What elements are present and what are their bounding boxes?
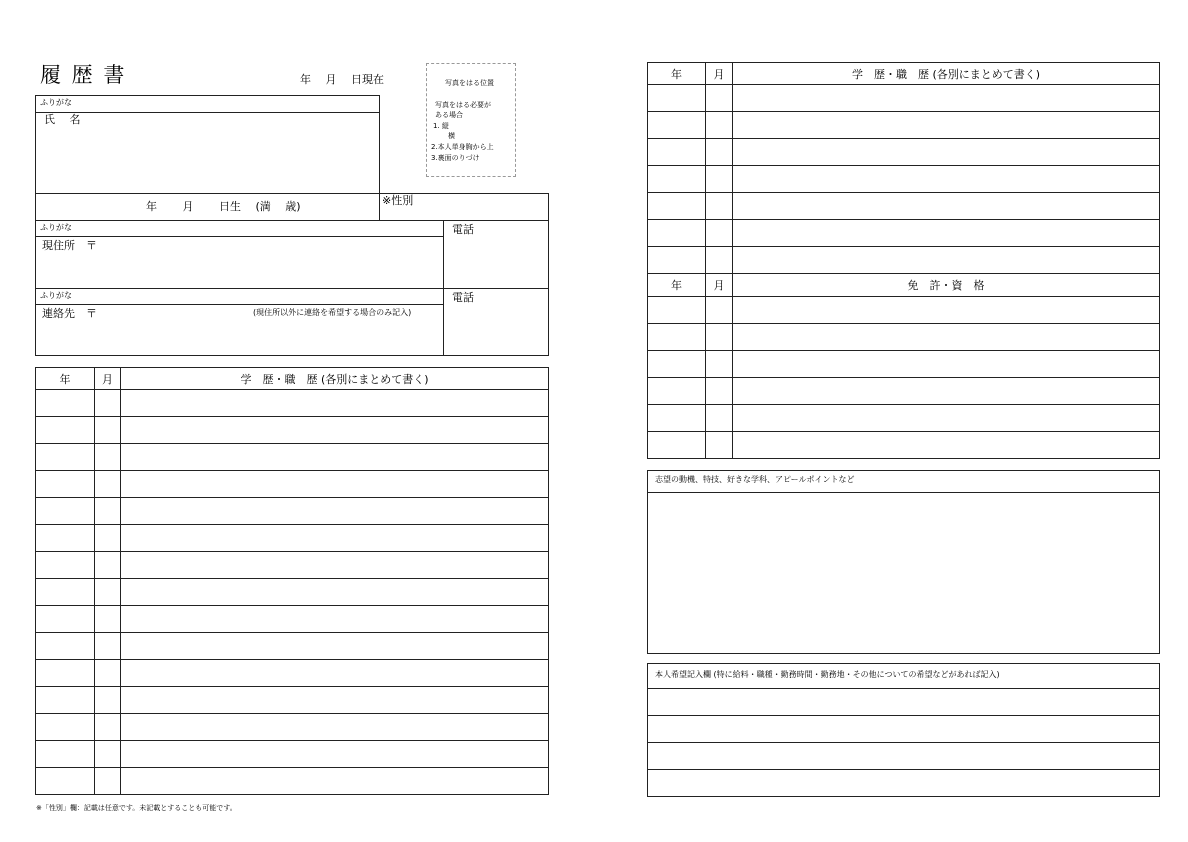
cell-year[interactable] bbox=[36, 444, 95, 471]
name-label: 氏 名 bbox=[44, 113, 81, 126]
table-row bbox=[36, 660, 549, 687]
table-row bbox=[648, 405, 1160, 432]
cell-month[interactable] bbox=[706, 112, 733, 139]
request-line bbox=[647, 715, 1160, 716]
cell-month[interactable] bbox=[706, 432, 733, 459]
col-month: 月 bbox=[706, 63, 733, 85]
cell-content[interactable] bbox=[121, 741, 549, 768]
cell-month[interactable] bbox=[95, 525, 121, 552]
cell-year[interactable] bbox=[36, 660, 95, 687]
table-row bbox=[648, 220, 1160, 247]
cell-month[interactable] bbox=[95, 714, 121, 741]
cell-content[interactable] bbox=[121, 606, 549, 633]
current-address-label: 現住所 〒 bbox=[42, 239, 97, 252]
table-row bbox=[36, 687, 549, 714]
name-box bbox=[35, 95, 380, 194]
table-row bbox=[36, 471, 549, 498]
cell-month[interactable] bbox=[95, 390, 121, 417]
table-row bbox=[36, 390, 549, 417]
cell-content[interactable] bbox=[121, 579, 549, 606]
cell-content[interactable] bbox=[733, 378, 1160, 405]
cell-month[interactable] bbox=[95, 660, 121, 687]
page-title: 履 歴 書 bbox=[40, 63, 127, 87]
cell-content[interactable] bbox=[733, 432, 1160, 459]
cell-month[interactable] bbox=[706, 139, 733, 166]
date-label: 年 月 日現在 bbox=[300, 73, 384, 86]
requests-box bbox=[647, 663, 1160, 797]
col-year: 年 bbox=[36, 368, 95, 390]
cell-year[interactable] bbox=[36, 471, 95, 498]
footnote: ※「性別」欄：記載は任意です。未記載とすることも可能です。 bbox=[36, 804, 237, 812]
cell-year[interactable] bbox=[648, 247, 706, 274]
contact-note: (現住所以外に連絡を希望する場合のみ記入) bbox=[253, 308, 412, 317]
cell-month[interactable] bbox=[95, 498, 121, 525]
table-row bbox=[648, 378, 1160, 405]
photo-area bbox=[426, 63, 516, 177]
col-year: 年 bbox=[648, 63, 706, 85]
cell-content[interactable] bbox=[733, 166, 1160, 193]
cell-content[interactable] bbox=[121, 498, 549, 525]
table-row bbox=[648, 139, 1160, 166]
cell-year[interactable] bbox=[648, 112, 706, 139]
photo-note-line: 横 bbox=[441, 132, 455, 140]
cell-year[interactable] bbox=[36, 552, 95, 579]
table-row bbox=[648, 324, 1160, 351]
cell-year[interactable] bbox=[36, 687, 95, 714]
cell-year[interactable] bbox=[36, 741, 95, 768]
request-line bbox=[647, 742, 1160, 743]
cell-year[interactable] bbox=[648, 220, 706, 247]
cell-content[interactable] bbox=[733, 112, 1160, 139]
col-content: 学 歴・職 歴 (各別にまとめて書く) bbox=[121, 368, 549, 390]
cell-month[interactable] bbox=[95, 741, 121, 768]
cell-year[interactable] bbox=[648, 297, 706, 324]
name-furigana-label: ふりがな bbox=[40, 98, 72, 107]
table-row bbox=[36, 714, 549, 741]
contact-phone-label: 電話 bbox=[452, 291, 474, 304]
cell-content[interactable] bbox=[733, 139, 1160, 166]
table-row bbox=[36, 606, 549, 633]
cell-content[interactable] bbox=[733, 193, 1160, 220]
cell-content[interactable] bbox=[121, 525, 549, 552]
cell-year[interactable] bbox=[648, 378, 706, 405]
history-table-right bbox=[647, 62, 1160, 459]
cell-year[interactable] bbox=[648, 405, 706, 432]
cell-month[interactable] bbox=[706, 405, 733, 432]
cell-year[interactable] bbox=[36, 498, 95, 525]
cell-month[interactable] bbox=[706, 85, 733, 112]
photo-note-line: 1. 縦 bbox=[433, 122, 449, 130]
table-row bbox=[648, 247, 1160, 274]
table-row bbox=[648, 85, 1160, 112]
cell-year[interactable] bbox=[36, 606, 95, 633]
table-row bbox=[648, 193, 1160, 220]
cell-month[interactable] bbox=[706, 166, 733, 193]
table-row bbox=[648, 112, 1160, 139]
cell-month[interactable] bbox=[706, 351, 733, 378]
gender-label: ※性別 bbox=[382, 194, 414, 207]
cell-year[interactable] bbox=[648, 193, 706, 220]
table-row bbox=[36, 741, 549, 768]
cell-content[interactable] bbox=[733, 324, 1160, 351]
address-furigana-label: ふりがな bbox=[40, 223, 72, 232]
cell-content[interactable] bbox=[121, 768, 549, 795]
table-row bbox=[36, 525, 549, 552]
cell-content[interactable] bbox=[121, 633, 549, 660]
cell-content[interactable] bbox=[733, 220, 1160, 247]
birth-label: 年 月 日生 (満 歳) bbox=[146, 200, 301, 213]
photo-note-line: 写真をはる必要が bbox=[435, 101, 491, 109]
table-row bbox=[36, 579, 549, 606]
cell-content[interactable] bbox=[121, 552, 549, 579]
cell-month[interactable] bbox=[706, 193, 733, 220]
col-year: 年 bbox=[648, 274, 706, 297]
cell-month[interactable] bbox=[706, 297, 733, 324]
photo-note-line: 3.裏面のりづけ bbox=[431, 154, 480, 162]
cell-year[interactable] bbox=[648, 324, 706, 351]
cell-content[interactable] bbox=[733, 85, 1160, 112]
motivation-box bbox=[647, 470, 1160, 654]
cell-month[interactable] bbox=[95, 606, 121, 633]
cell-year[interactable] bbox=[36, 579, 95, 606]
col-month: 月 bbox=[706, 274, 733, 297]
motivation-label: 志望の動機、特技、好きな学科、アピールポイントなど bbox=[655, 475, 855, 484]
request-line bbox=[647, 769, 1160, 770]
cell-content[interactable] bbox=[733, 405, 1160, 432]
contact-furigana-label: ふりがな bbox=[40, 291, 72, 300]
table-row bbox=[36, 498, 549, 525]
table-row bbox=[36, 633, 549, 660]
cell-content[interactable] bbox=[121, 444, 549, 471]
table-row bbox=[648, 297, 1160, 324]
cell-year[interactable] bbox=[648, 432, 706, 459]
table-row bbox=[648, 351, 1160, 378]
cell-month[interactable] bbox=[95, 579, 121, 606]
requests-label: 本人希望記入欄 (特に給料・職種・勤務時間・勤務地・その他についての希望などがあれば記入) bbox=[655, 670, 1000, 679]
cell-year[interactable] bbox=[648, 139, 706, 166]
cell-year[interactable] bbox=[36, 633, 95, 660]
table-row bbox=[648, 432, 1160, 459]
history-table-left bbox=[35, 367, 549, 795]
photo-title: 写真をはる位置 bbox=[445, 79, 494, 87]
cell-content[interactable] bbox=[733, 297, 1160, 324]
cell-year[interactable] bbox=[36, 525, 95, 552]
phone-label: 電話 bbox=[452, 223, 474, 236]
cell-month[interactable] bbox=[95, 444, 121, 471]
cell-year[interactable] bbox=[36, 417, 95, 444]
cell-month[interactable] bbox=[95, 633, 121, 660]
cell-content[interactable] bbox=[733, 247, 1160, 274]
cell-content[interactable] bbox=[121, 714, 549, 741]
table-row bbox=[36, 768, 549, 795]
cell-content[interactable] bbox=[121, 687, 549, 714]
cell-year[interactable] bbox=[648, 351, 706, 378]
cell-year[interactable] bbox=[648, 85, 706, 112]
cell-content[interactable] bbox=[121, 390, 549, 417]
cell-month[interactable] bbox=[95, 417, 121, 444]
cell-year[interactable] bbox=[36, 390, 95, 417]
photo-note-line: 2.本人単身胸から上 bbox=[431, 143, 494, 151]
col-license: 免 許・資 格 bbox=[733, 274, 1160, 297]
table-row bbox=[648, 166, 1160, 193]
cell-content[interactable] bbox=[121, 660, 549, 687]
cell-month[interactable] bbox=[95, 687, 121, 714]
cell-month[interactable] bbox=[95, 552, 121, 579]
cell-month[interactable] bbox=[706, 324, 733, 351]
photo-note-line: ある場合 bbox=[435, 111, 463, 119]
cell-month[interactable] bbox=[706, 220, 733, 247]
cell-content[interactable] bbox=[121, 417, 549, 444]
cell-content[interactable] bbox=[733, 351, 1160, 378]
cell-content[interactable] bbox=[121, 471, 549, 498]
table-row bbox=[36, 417, 549, 444]
cell-year[interactable] bbox=[36, 714, 95, 741]
col-content: 学 歴・職 歴 (各別にまとめて書く) bbox=[733, 63, 1160, 85]
contact-address-label: 連絡先 〒 bbox=[42, 307, 97, 320]
table-row bbox=[36, 444, 549, 471]
cell-month[interactable] bbox=[706, 247, 733, 274]
cell-month[interactable] bbox=[706, 378, 733, 405]
cell-month[interactable] bbox=[95, 768, 121, 795]
cell-month[interactable] bbox=[95, 471, 121, 498]
request-line bbox=[647, 688, 1160, 689]
cell-year[interactable] bbox=[36, 768, 95, 795]
table-row bbox=[36, 552, 549, 579]
col-month: 月 bbox=[95, 368, 121, 390]
cell-year[interactable] bbox=[648, 166, 706, 193]
